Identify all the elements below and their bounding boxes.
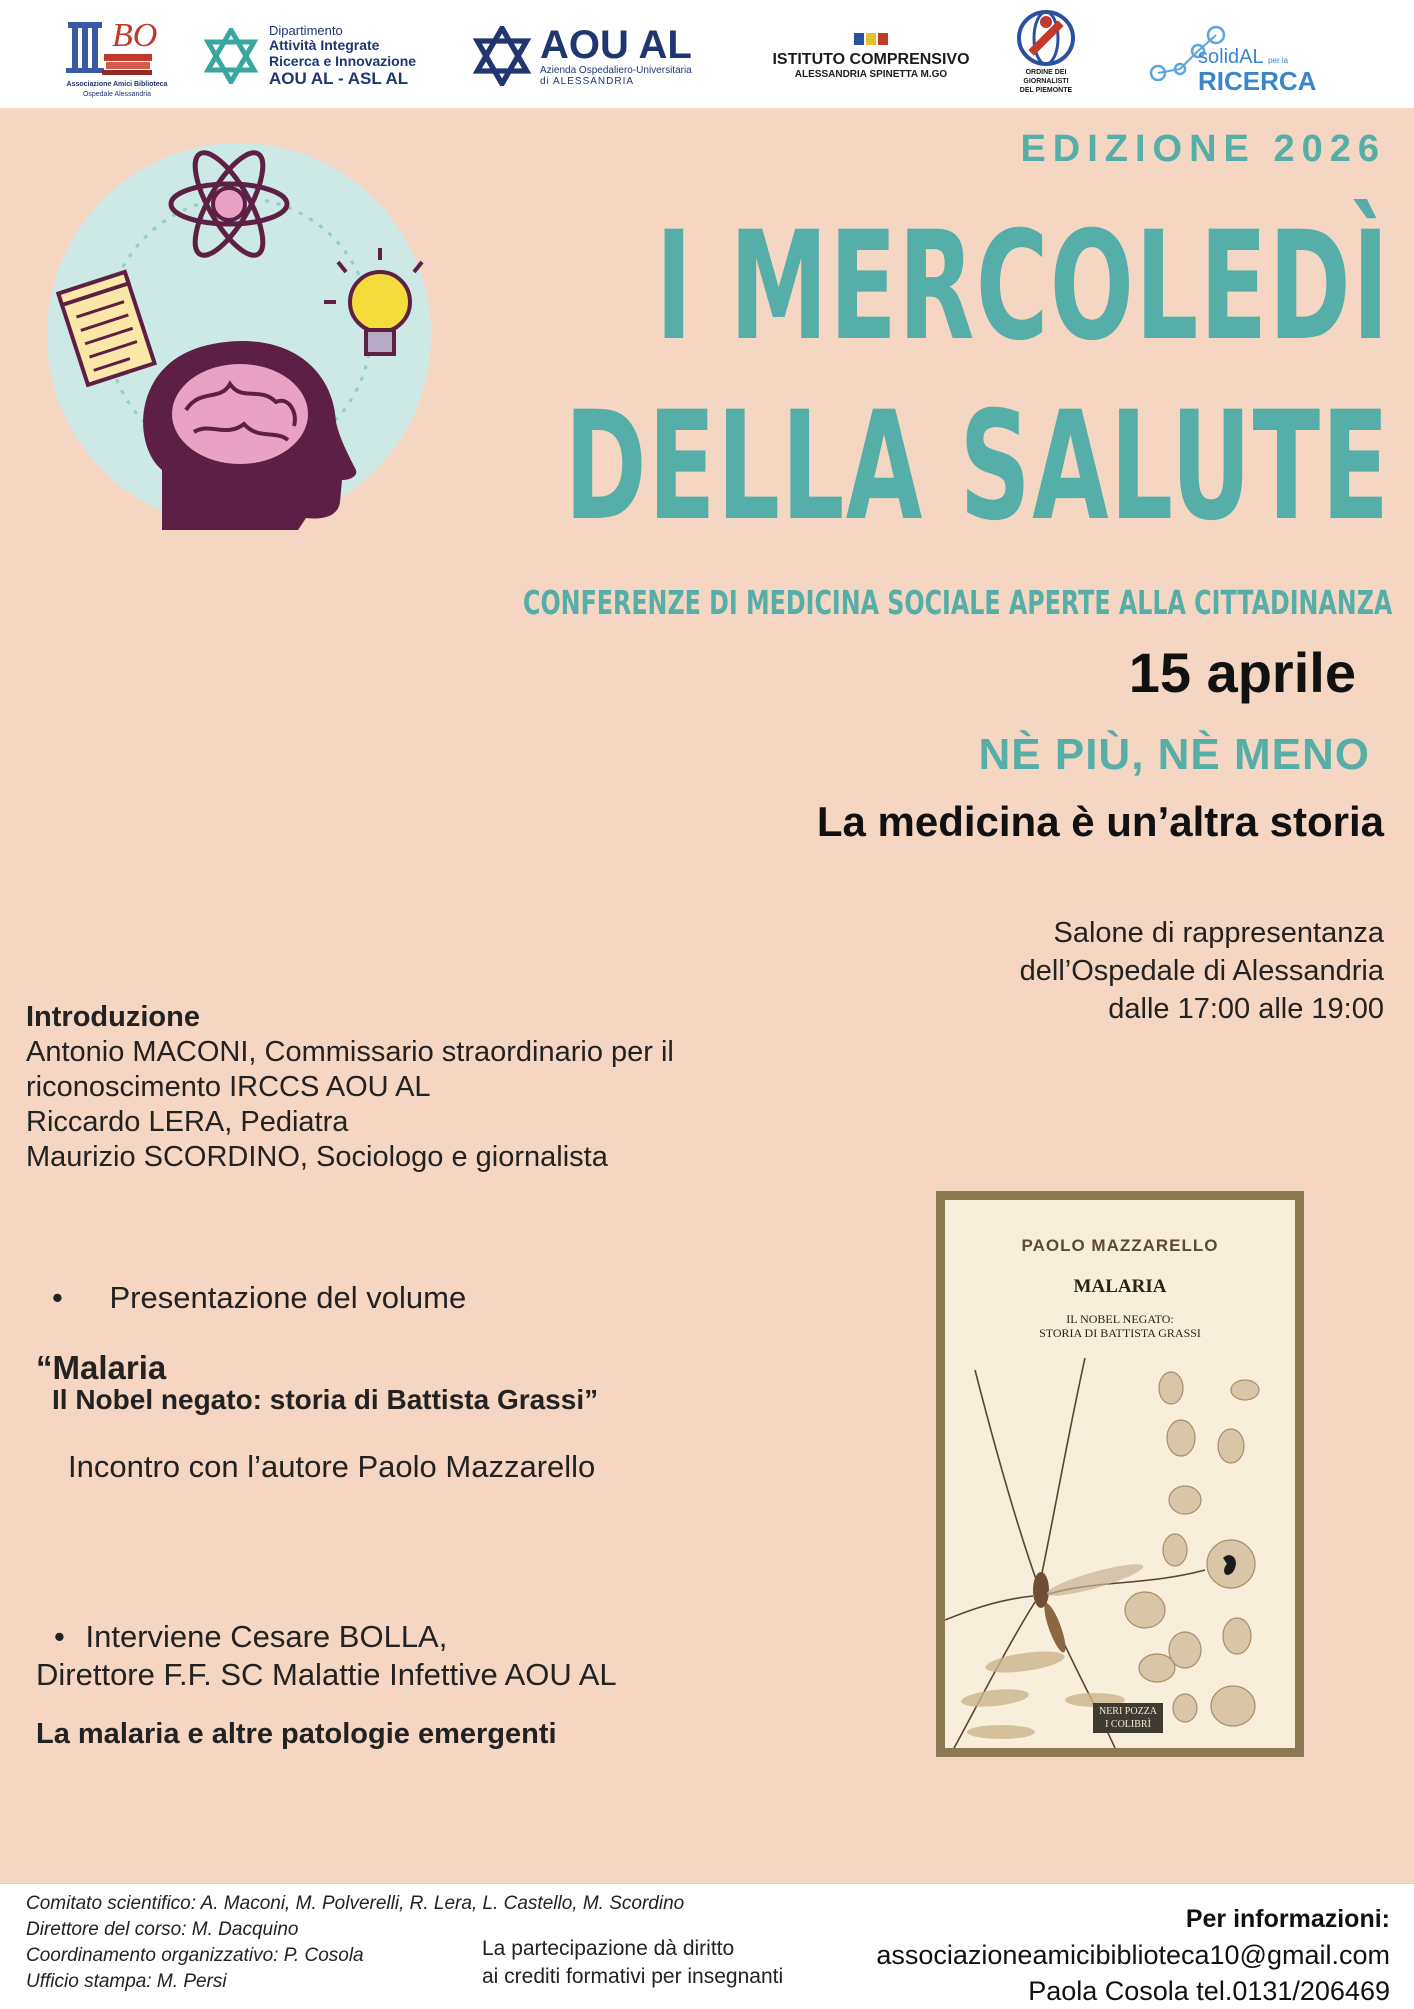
book-cover-title: MALARIA bbox=[1073, 1276, 1167, 1297]
flags-icon bbox=[854, 33, 888, 47]
bullet: • bbox=[52, 1280, 63, 1315]
health-illustration bbox=[44, 140, 434, 530]
ecm-line-1: La partecipazione dà diritto bbox=[482, 1937, 735, 1960]
book-title-line-2: Il Nobel negato: storia di Battista Grassi” bbox=[52, 1384, 599, 1415]
credit-line: Direttore del corso: M. Dacquino bbox=[26, 1919, 299, 1940]
book-cover-image bbox=[936, 1191, 1304, 1757]
intro-section bbox=[26, 1000, 674, 1175]
intro-line: Maurizio SCORDINO, Sociologo e giornalista bbox=[26, 1141, 608, 1173]
aou-al-line-2: di ALESSANDRIA bbox=[540, 76, 635, 87]
book-title-line-1: “Malaria bbox=[36, 1349, 167, 1386]
intro-heading: Introduzione bbox=[26, 1001, 200, 1033]
meet-author-text: Incontro con l’autore Paolo Mazzarello bbox=[68, 1449, 596, 1484]
istituto-name: ISTITUTO COMPRENSIVO bbox=[772, 50, 970, 68]
ecm-note bbox=[482, 1935, 783, 1991]
aou-al-line-1: Azienda Ospedaliero-Universitaria bbox=[540, 64, 692, 76]
column-books-icon bbox=[62, 10, 172, 102]
ecm-line-2: ai crediti formativi per insegnanti bbox=[482, 1965, 784, 1988]
main-subtitle: CONFERENZE DI MEDICINA SOCIALE APERTE ALLA CITTADINANZA bbox=[522, 583, 1392, 622]
solidal-line-2: per la bbox=[1268, 55, 1289, 65]
ordine-line-1: ORDINE DEI bbox=[1025, 69, 1067, 76]
credit-line: Comitato scientifico: A. Maconi, M. Polverelli, R. Lera, L. Castello, M. Scordino bbox=[26, 1893, 685, 1914]
book-cover-author: PAOLO MAZZARELLO bbox=[1021, 1236, 1219, 1255]
dipartimento-logo bbox=[203, 10, 443, 102]
book-cover-subtitle-2: STORIA DI BATTISTA GRASSI bbox=[1039, 1326, 1201, 1340]
footer-divider bbox=[0, 1883, 1414, 1884]
amici-biblioteca-logo bbox=[62, 10, 172, 102]
svg-text:Ospedale Alessandria: Ospedale Alessandria bbox=[82, 91, 152, 98]
aou-al-name: AOU AL bbox=[540, 22, 692, 67]
footer bbox=[0, 1883, 1414, 2006]
aou-al-logo bbox=[472, 10, 712, 102]
bullet: • bbox=[54, 1619, 65, 1654]
main-title-line-1: I MERCOLEDÌ bbox=[655, 200, 1390, 374]
presentation-text: Presentazione del volume bbox=[109, 1280, 467, 1315]
dipartimento-line-4: AOU AL - ASL AL bbox=[269, 69, 409, 89]
ordine-giornalisti-logo bbox=[1010, 8, 1082, 100]
intro-line: Antonio MACONI, Commissario straordinario per il bbox=[26, 1036, 674, 1068]
contact-info bbox=[876, 1901, 1390, 2009]
credit-line: Coordinamento organizzativo: P. Cosola bbox=[26, 1945, 364, 1966]
main-title-line-2: DELLA SALUTE bbox=[564, 380, 1390, 554]
event-time: dalle 17:00 alle 19:00 bbox=[1108, 993, 1384, 1025]
credit-line: Ufficio stampa: M. Persi bbox=[26, 1971, 227, 1992]
svg-text:BO: BO bbox=[112, 17, 158, 54]
venue-line-1: Salone di rappresentanza bbox=[1053, 917, 1384, 949]
solidal-line-3: RICERCA bbox=[1198, 66, 1317, 97]
svg-text:Associazione Amici Biblioteca: Associazione Amici Biblioteca bbox=[66, 81, 168, 88]
edition-label: EDIZIONE 2026 bbox=[1020, 128, 1386, 170]
intro-line: Riccardo LERA, Pediatra bbox=[26, 1106, 349, 1138]
speaker-line-2: Direttore F.F. SC Malattie Infettive AOU AL bbox=[36, 1657, 617, 1692]
book-cover-subtitle-1: IL NOBEL NEGATO: bbox=[1066, 1312, 1174, 1326]
star-of-david-icon bbox=[203, 28, 259, 84]
dipartimento-line-3: Ricerca e Innovazione bbox=[269, 52, 417, 69]
event-date: 15 aprile bbox=[1128, 641, 1356, 704]
pen-globe-icon bbox=[1015, 8, 1077, 68]
event-theme: NÈ PIÙ, NÈ MENO bbox=[978, 730, 1370, 779]
intro-line: riconoscimento IRCCS AOU AL bbox=[26, 1071, 431, 1103]
logo-bar bbox=[0, 0, 1414, 108]
book-publisher-line-2: I COLIBRÌ bbox=[1105, 1719, 1151, 1730]
istituto-sub: ALESSANDRIA SPINETTA M.GO bbox=[794, 68, 948, 80]
ordine-line-2: GIORNALISTI bbox=[1023, 78, 1069, 85]
istituto-comprensivo-logo bbox=[756, 10, 986, 102]
venue-block bbox=[1020, 914, 1384, 1028]
speaker-line-1: Interviene Cesare BOLLA, bbox=[85, 1619, 448, 1654]
event-theme-subtitle: La medicina è un’altra storia bbox=[816, 798, 1384, 845]
contact-email[interactable]: associazioneamicibiblioteca10@gmail.com bbox=[876, 1940, 1390, 1970]
dipartimento-line-2: Attività Integrate bbox=[269, 37, 380, 54]
solidal-ricerca-logo bbox=[1146, 10, 1346, 102]
book-cover-subtitle bbox=[945, 1312, 1295, 1340]
contact-phone: Paola Cosola tel.0131/206469 bbox=[1028, 1976, 1390, 2006]
solidal-line-1: solidAL bbox=[1198, 45, 1264, 68]
book-publisher-line-1: NERI POZZA bbox=[1098, 1706, 1158, 1717]
presentation-item bbox=[52, 1280, 466, 1316]
speaker-item bbox=[36, 1618, 617, 1694]
speaker-topic: La malaria e altre patologie emergenti bbox=[36, 1718, 557, 1750]
mosquito-illustration bbox=[945, 1350, 1295, 1750]
book-cover-publisher bbox=[1093, 1703, 1163, 1733]
star-of-david-icon bbox=[472, 26, 532, 86]
info-heading: Per informazioni: bbox=[1185, 1905, 1390, 1933]
venue-line-2: dell’Ospedale di Alessandria bbox=[1019, 955, 1384, 987]
dipartimento-line-1: Dipartimento bbox=[269, 22, 343, 38]
ordine-line-3: DEL PIEMONTE bbox=[1019, 87, 1073, 94]
